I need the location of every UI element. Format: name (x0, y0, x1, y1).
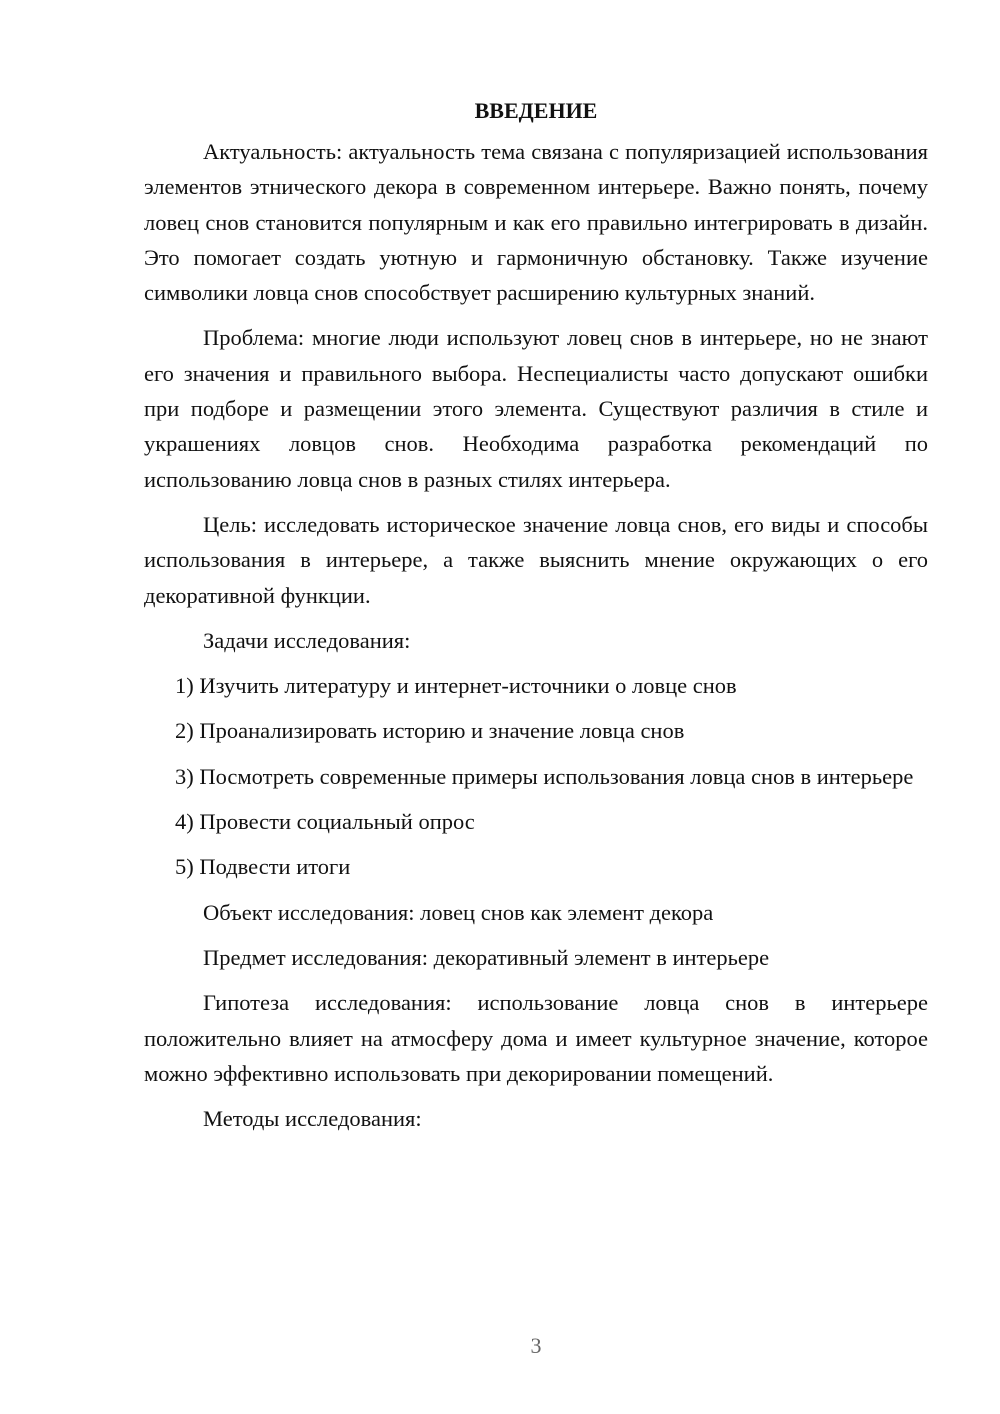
task-item: 4) Провести социальный опрос (175, 809, 475, 835)
goal-paragraph: Цель: исследовать историческое значение ловца снов, его виды и способы использования в интерьере, а также выяснить мнение окружающих о его декоративной функции. (144, 511, 928, 608)
task-item: 5) Подвести итоги (175, 854, 351, 880)
relevance-paragraph: Актуальность: актуальность тема связана с популяризацией использования элементов этнического декора в современном интерьере. Важно понять, почему ловец снов становится популярным и как его правильно интегрировать в дизайн. Это помогает создать уютную и гармоничную обстановку. Также изучение символики ловца снов способствует расширению культурных знаний. (144, 139, 928, 306)
subject-paragraph: Предмет исследования: декоративный элемент в интерьере (203, 944, 770, 970)
object-paragraph: Объект исследования: ловец снов как элемент декора (203, 899, 714, 925)
problem-paragraph: Проблема: многие люди используют ловец снов в интерьере, но не знают его значения и правильного выбора. Неспециалисты часто допускают ошибки при подборе и размещении этого элемента. Существуют различия в стиле и украшениях ловцов снов. Необходима разработка рекомендаций по использованию ловца снов в разных стилях интерьера. (144, 325, 928, 492)
task-item: 3) Посмотреть современные примеры использования ловца снов в интерьере (175, 763, 914, 789)
page-title: ВВЕДЕНИЕ (474, 98, 598, 123)
tasks-heading: Задачи исследования: (203, 627, 411, 653)
methods-heading: Методы исследования: (203, 1106, 422, 1132)
task-item: 2) Проанализировать историю и значение ловца снов (175, 718, 685, 744)
page-content (144, 93, 928, 1146)
page-number: 3 (530, 1333, 542, 1358)
hypothesis-paragraph: Гипотеза исследования: использование ловца снов в интерьере положительно влияет на атмосферу дома и имеет культурное значение, которое можно эффективно использовать при декорировании помещений. (144, 990, 928, 1086)
task-item: 1) Изучить литературу и интернет-источники о ловце снов (175, 673, 737, 699)
